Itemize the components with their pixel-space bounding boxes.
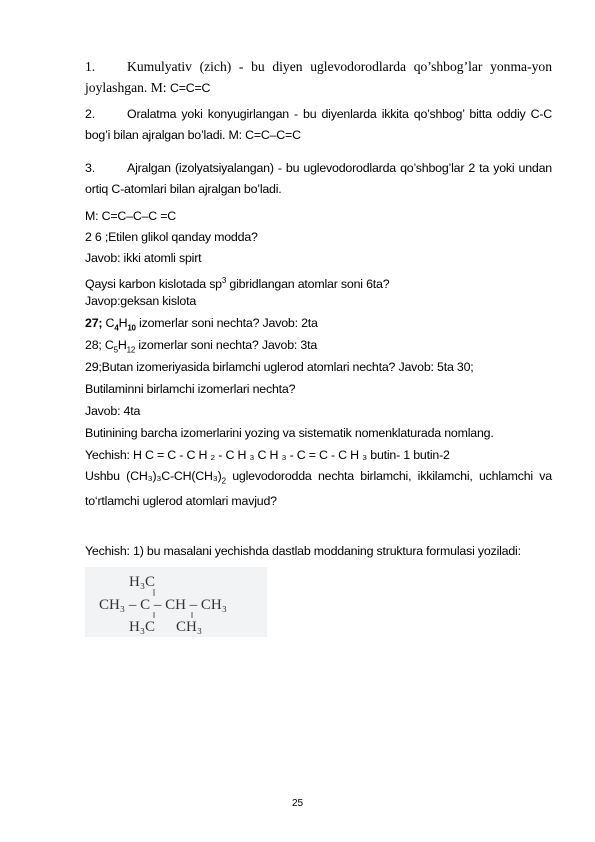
formula-main-chain: CH₃ – C – CH – CH₃ bbox=[99, 597, 227, 613]
solution-step-1: Yechish: 1) bu masalani yechishda dastlab moddaning struktura formulasi yoziladi: bbox=[85, 544, 521, 558]
answer-26: Javob: ikki atomli spirt bbox=[85, 251, 202, 265]
example-formula: M: C=C–C–C =C bbox=[85, 209, 177, 223]
list-item-1 bbox=[85, 56, 552, 99]
list-number: 1. bbox=[85, 59, 96, 74]
ushbu-question: Ushbu $(CH_3)_3C-CH(CH_3)_2$ uglevodorodda nechta birlamchi, ikkilamchi, uchlamchi va to‘rtlamchi uglerod atomlari mavjud? bbox=[85, 469, 552, 509]
formula-bottom-left: H₃C bbox=[129, 619, 156, 635]
list-item-3 bbox=[85, 158, 552, 200]
page-number: 25 bbox=[291, 798, 304, 809]
list-number: 2. bbox=[85, 107, 95, 121]
answer-sp3: Javop:geksan kislota bbox=[85, 294, 197, 308]
question-26: 2 6 ;Etilen glikol qanday modda? bbox=[85, 230, 258, 244]
formula-text: C=C=C bbox=[169, 81, 211, 95]
butin-question: Butinining barcha izomerlarini yozing va sistematik nomenklaturada nomlang. bbox=[85, 426, 494, 440]
question-sp3: Qaysi karbon kislotada $sp^3$ gibridlangan atomlar soni 6ta? bbox=[85, 276, 390, 292]
question-29: 29;Butan izomeriyasida birlamchi uglerod atomlari nechta? Javob: 5ta 30; bbox=[85, 360, 474, 374]
list-number: 3. bbox=[85, 161, 95, 175]
structural-formula-image bbox=[85, 567, 267, 637]
list-item-2 bbox=[85, 104, 552, 146]
butin-solution: Yechish: H C = C - C H ₂ - C H ₃ C H ₃ - C = C - C H ₃ butin- 1 butin-2 bbox=[85, 448, 450, 462]
list-text: Ajralgan (izolyatsiyalangan) - bu uglevodorodlarda qo’shbog’lar 2 ta yoki undan ortiq C-atomlari bilan ajralgan bo’ladi. bbox=[85, 161, 552, 196]
question-28: 28; $C_5H_{12}$ izomerlar soni nechta? Javob: 3ta bbox=[85, 338, 318, 355]
question-30: Butilaminni birlamchi izomerlari nechta? bbox=[85, 382, 296, 396]
list-text: Kumulyativ (zich) - bu diyen uglevodorodlarda qo’shbog’lar yonma-yon joylashgan. M: bbox=[85, 59, 552, 95]
list-text: Oralatma yoki konyugirlangan - bu diyenlarda ikkita qo’shbog’ bitta oddiy C-C bog’i bilan ajralgan bo’ladi. M: C=C–C=C bbox=[85, 107, 552, 142]
question-27: 27; $C_4H_{10}$ izomerlar soni nechta? Javob: 2ta bbox=[85, 316, 318, 333]
formula-top: H₃C bbox=[129, 574, 156, 590]
answer-30: Javob: 4ta bbox=[85, 404, 141, 418]
formula-bottom-right: CH₃ bbox=[176, 619, 203, 635]
